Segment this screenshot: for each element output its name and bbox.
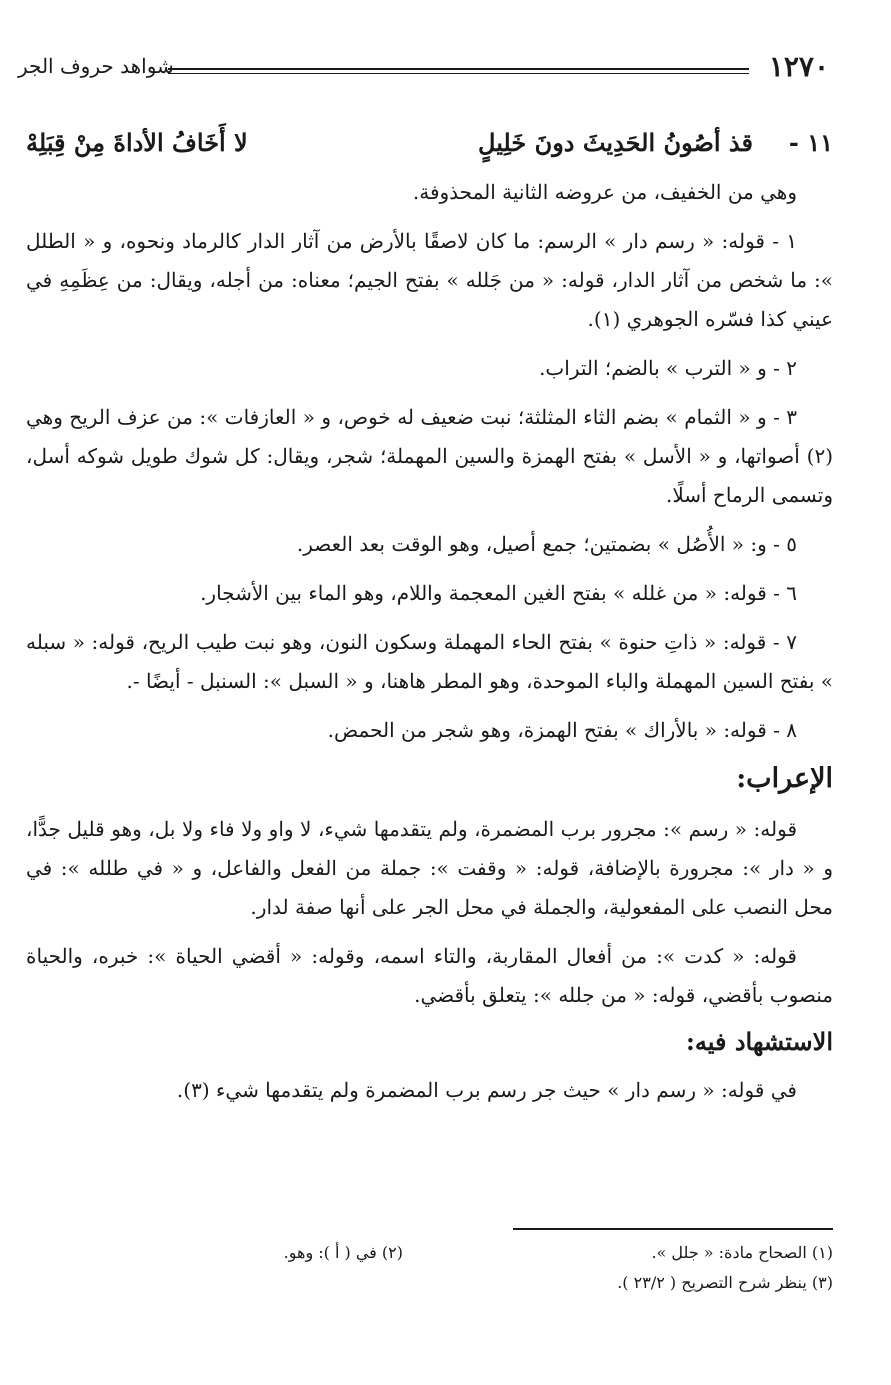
- footnote-row-1: [26, 1238, 833, 1268]
- commentary-5: ٥ - و: « الأُصُل » بضمتين؛ جمع أصيل، وهو الوقت بعد العصر.: [296, 532, 797, 556]
- verse-line: [26, 115, 833, 173]
- commentary-2: ٢ - و « الترب » بالضم؛ التراب.: [539, 356, 797, 380]
- commentary-3: ٣ - و « الثمام » بضم الثاء المثلثة؛ نبت ضعيف له خوص، و « العازفات »: من عزف الريح وهي (٢) أصواتها، و « الأسل » بفتح الهمزة والسين المهملة؛ شجر، ويقال: كل شوك طويل شوكه أسل، وتسمى الرماح أسلًا.: [26, 405, 833, 507]
- footnote-2: (٢) في ( أ ): وهو.: [283, 1243, 403, 1262]
- commentary-8: ٨ - قوله: « بالأراك » بفتح الهمزة، وهو شجر من الحمض.: [327, 718, 797, 742]
- footnotes: [26, 1238, 833, 1298]
- commentary-6: ٦ - قوله: « من غلله » بفتح الغين المعجمة واللام، وهو الماء بين الأشجار.: [200, 581, 797, 605]
- footnote-row-2: [26, 1268, 833, 1298]
- header-rule: [168, 68, 749, 74]
- page-header: [18, 50, 829, 90]
- verse-first-hemistich: قذ أصُونُ الحَدِيثَ دونَ خَلِيلٍ: [478, 128, 753, 157]
- istishhad-paragraph: في قوله: « رسم دار » حيث جر رسم برب المضمرة ولم يتقدمها شيء (٣).: [176, 1078, 797, 1102]
- commentary-7: ٧ - قوله: « ذاتِ حنوة » بفتح الحاء المهملة وسكون النون، وهو نبت طيب الريح، قوله: « سبله » بفتح السين المهملة والباء الموحدة، وهو المطر هاهنا، و « السبل »: السنبل - أيضًا -.: [26, 630, 833, 693]
- footnote-rule: [513, 1228, 833, 1230]
- running-title: شواهد حروف الجر: [18, 54, 174, 78]
- page-number: ١٢٧٠: [768, 50, 829, 83]
- commentary-1: ١ - قوله: « رسم دار » الرسم: ما كان لاصقًا بالأرض من آثار الدار كالرماد ونحوه، و « الطلل »: ما شخص من آثار الدار، قوله: « من جَلله » بفتح الجيم؛ معناه: من أجله، ويقال: من عِظَمِهِ في عيني كذا فسّره الجوهري (١).: [26, 229, 833, 331]
- footnote-1: (١) الصحاح مادة: « جلل ».: [651, 1243, 833, 1262]
- irab-paragraph-1: قوله: « رسم »: مجرور برب المضمرة، ولم يتقدمها شيء، لا واو ولا فاء ولا بل، وهو قليل جدًّا، و « دار »: مجرورة بالإضافة، قوله: « وقفت »: جملة من الفعل والفاعل، و « في طلله »: في محل النصب على المفعولية، والجملة في محل الجر على أنها صفة لدار.: [26, 817, 833, 919]
- verse-second-hemistich: لا أَخَافُ الأداةَ مِنْ قِبَلِهْ: [26, 128, 248, 157]
- page-body: [26, 115, 833, 1110]
- meter-note: وهي من الخفيف، من عروضه الثانية المحذوفة.: [412, 180, 797, 204]
- irab-heading: الإعراب:: [736, 763, 833, 794]
- verse-number: ١١ -: [788, 128, 833, 157]
- footnote-3: (٣) ينظر شرح التصريح ( ٢٣/٢ ).: [617, 1273, 833, 1292]
- irab-paragraph-2: قوله: « كدت »: من أفعال المقاربة، والتاء اسمه، وقوله: « أقضي الحياة »: خبره، والحياة منصوب بأقضي، قوله: « من جلله »: يتعلق بأقضي.: [26, 944, 833, 1007]
- istishhad-heading: الاستشهاد فيه:: [686, 1027, 833, 1056]
